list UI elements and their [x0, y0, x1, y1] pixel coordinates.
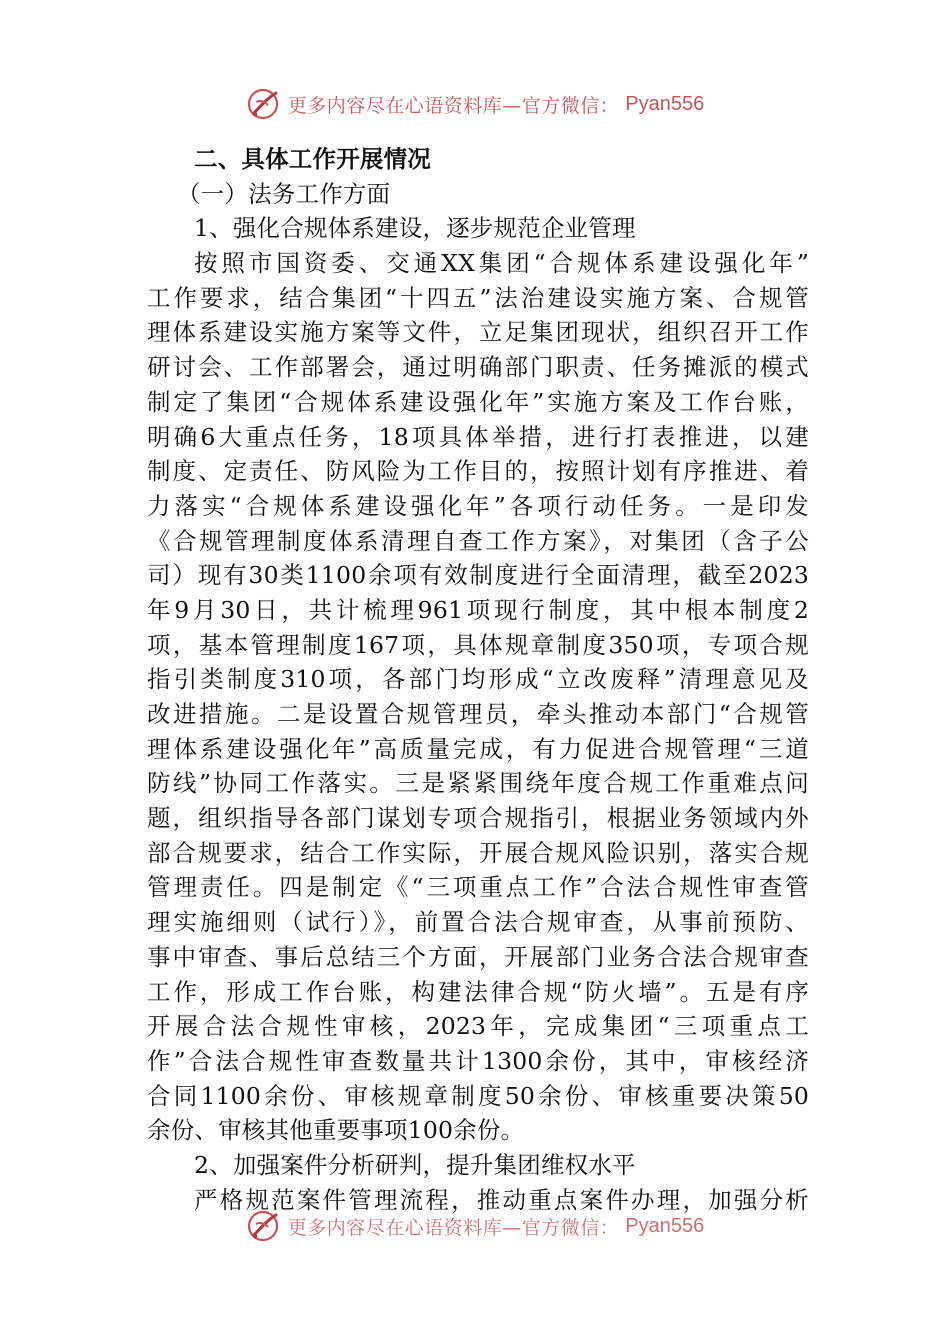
footer-banner [0, 1206, 950, 1246]
paragraph-line: 工作，形成工作台账，构建法律合规“防火墙”。五是有序 [147, 977, 809, 1006]
paragraph-line: 开展合法合规性审核，2023年，完成集团“三项重点工 [147, 1012, 809, 1041]
header-banner-text: 更多内容尽在心语资料库—官方微信： [287, 94, 620, 117]
paragraph-line: 合同1100余份、审核规章制度50余份、审核重要决策50 [147, 1081, 809, 1110]
paragraph-line: 管理责任。四是制定《“三项重点工作”合法合规性审查管 [147, 873, 809, 902]
pen-seal-logo-icon [246, 1209, 282, 1243]
paragraph-line: 理体系建设强化年”高质量完成，有力促进合规管理“三道 [147, 734, 809, 763]
paragraph-line: 改进措施。二是设置合规管理员，牵头推动本部门“合规管 [147, 700, 809, 728]
pen-seal-logo-icon [246, 87, 282, 121]
paragraph-line: 作”合法合规性审查数量共计1300余份，其中，审核经济 [147, 1046, 809, 1075]
paragraph-line: 严格规范案件管理流程，推动重点案件办理，加强分析 [194, 1185, 809, 1214]
item1-heading: 1、强化合规体系建设，逐步规范企业管理 [194, 214, 636, 243]
paragraph-line: 《合规管理制度体系清理自查工作方案》，对集团（含子公 [147, 526, 809, 555]
footer-wechat-id: Pyan556 [625, 1214, 705, 1237]
paragraph-line: 工作要求，结合集团“十四五”法治建设实施方案、合规管 [147, 283, 809, 312]
header-banner [0, 84, 950, 124]
paragraph-line: 理实施细则（试行）》，前置合法合规审查，从事前预防、 [147, 908, 809, 937]
paragraph-line: 按照市国资委、交通XX集团“合规体系建设强化年” [194, 249, 809, 278]
paragraph-line: 理体系建设实施方案等文件，立足集团现状，组织召开工作 [147, 318, 809, 347]
document-body [147, 142, 809, 1217]
paragraph-line: 项，基本管理制度167项，具体规章制度350项，专项合规 [147, 630, 809, 659]
paragraph-line: 指引类制度310项，各部门均形成“立改废释”清理意见及 [147, 665, 809, 694]
sub-heading: （一）法务工作方面 [177, 179, 391, 208]
paragraph-line: 力落实“合规体系建设强化年”各项行动任务。一是印发 [147, 491, 809, 520]
header-wechat-id: Pyan556 [625, 92, 705, 115]
item2-heading: 2、加强案件分析研判，提升集团维权水平 [194, 1150, 636, 1179]
paragraph-line: 防线”协同工作落实。三是紧紧围绕年度合规工作重难点问 [147, 769, 809, 798]
paragraph-line: 制度、定责任、防风险为工作目的，按照计划有序推进、着 [147, 457, 809, 486]
paragraph-line: 明确6大重点任务，18项具体举措，进行打表推进，以建 [147, 422, 809, 451]
paragraph-line: 研讨会、工作部署会，通过明确部门职责、任务摊派的模式 [147, 353, 809, 382]
paragraph-line: 年9月30日，共计梳理961项现行制度，其中根本制度2 [147, 595, 809, 624]
paragraph-line: 制定了集团“合规体系建设强化年”实施方案及工作台账， [147, 387, 809, 416]
footer-banner-text: 更多内容尽在心语资料库—官方微信： [287, 1216, 620, 1239]
paragraph-line: 余份、审核其他重要事项100余份。 [147, 1116, 525, 1145]
paragraph-line: 司）现有30类1100余项有效制度进行全面清理，截至2023 [147, 561, 809, 590]
paragraph-line: 题，组织指导各部门谋划专项合规指引，根据业务领域内外 [147, 804, 809, 833]
paragraph-line: 事中审查、事后总结三个方面，开展部门业务合法合规审查 [147, 942, 809, 971]
section-heading: 二、具体工作开展情况 [194, 145, 431, 173]
paragraph-line: 部合规要求，结合工作实际，开展合规风险识别，落实合规 [147, 838, 809, 867]
